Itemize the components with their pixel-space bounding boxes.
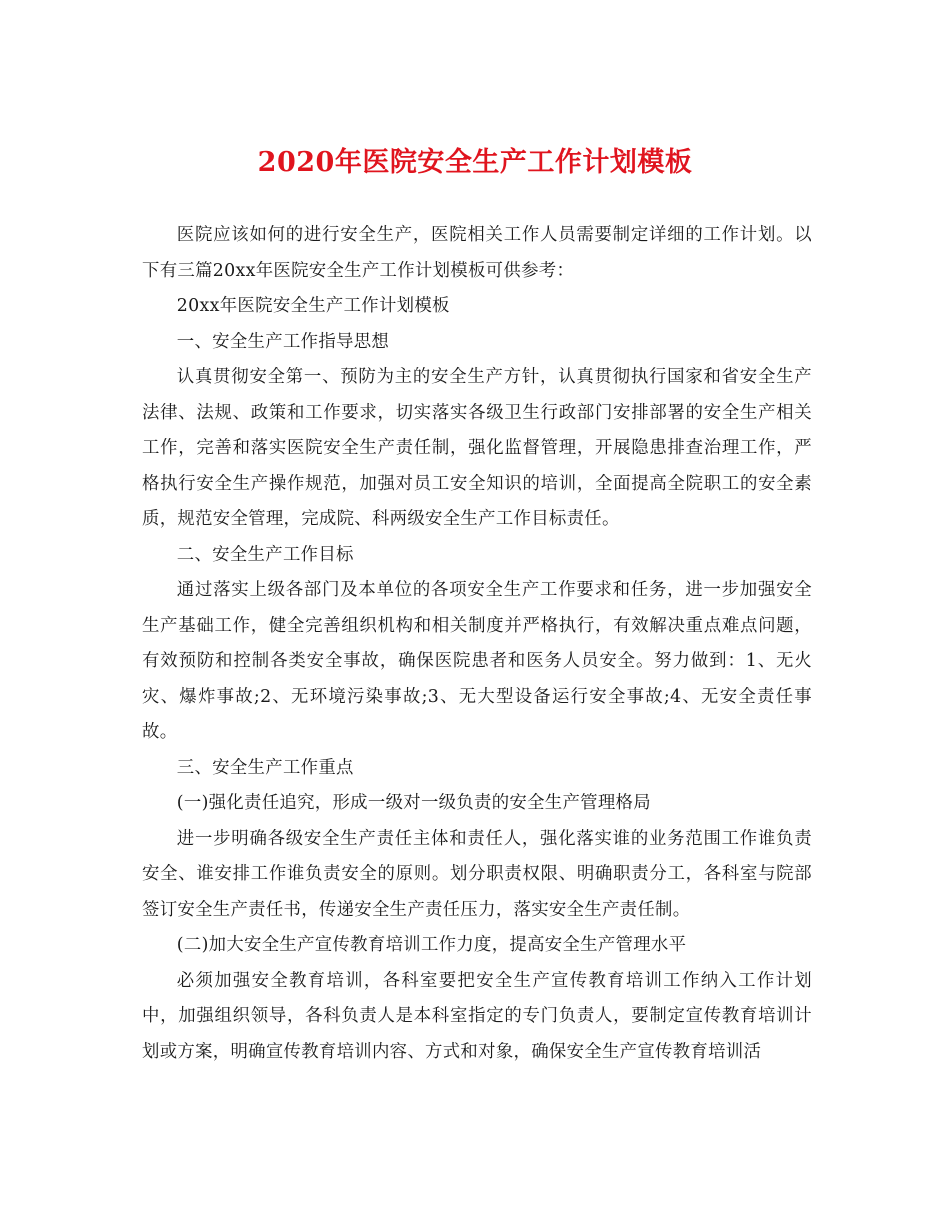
subsection-heading-2: (二)加大安全生产宣传教育培训工作力度，提高安全生产管理水平	[176, 935, 687, 955]
section-heading-2: 二、安全生产工作目标	[176, 544, 354, 565]
section-heading-3: 三、安全生产工作重点	[176, 757, 354, 778]
section-heading-1: 一、安全生产工作指导思想	[176, 331, 390, 352]
paragraph-goals: 通过落实上级各部门及本单位的各项安全生产工作要求和任务，进一步加强安全生产基础工作，健全完善组织机构和相关制度并严格执行，有效解决重点难点问题，有效预防和控制各类安全事故，确保医院患者和医务人员安全。努力做到：1、无火灾、爆炸事故;2、无环境污染事故;3、无大型设备运行安全事故;4、无安全责任事故。	[142, 580, 812, 742]
subsection-heading-1: (一)强化责任追究，形成一级对一级负责的安全生产管理格局	[176, 793, 651, 813]
paragraph-subtitle: 20xx年医院安全生产工作计划模板	[176, 296, 450, 316]
document-title: 2020年医院安全生产工作计划模板	[257, 147, 693, 178]
paragraph-intro: 医院应该如何的进行安全生产，医院相关工作人员需要制定详细的工作计划。以下有三篇20xx年医院安全生产工作计划模板可供参考：	[142, 225, 812, 281]
document-body	[142, 218, 812, 1070]
paragraph-guiding-thought: 认真贯彻安全第一、预防为主的安全生产方针，认真贯彻执行国家和省安全生产法律、法规、政策和工作要求，切实落实各级卫生行政部门安排部署的安全生产相关工作，完善和落实医院安全生产责任制，强化监督管理，开展隐患排查治理工作，严格执行安全生产操作规范，加强对员工安全知识的培训，全面提高全院职工的安全素质，规范安全管理，完成院、科两级安全生产工作目标责任。	[142, 367, 812, 529]
paragraph-training: 必须加强安全教育培训，各科室要把安全生产宣传教育培训工作纳入工作计划中，加强组织领导，各科负责人是本科室指定的专门负责人，要制定宣传教育培训计划或方案，明确宣传教育培训内容、方式和对象，确保安全生产宣传教育培训活	[142, 970, 812, 1062]
paragraph-responsibility: 进一步明确各级安全生产责任主体和责任人，强化落实谁的业务范围工作谁负责安全、谁安排工作谁负责安全的原则。划分职责权限、明确职责分工，各科室与院部签订安全生产责任书，传递安全生产责任压力，落实安全生产责任制。	[142, 828, 812, 920]
